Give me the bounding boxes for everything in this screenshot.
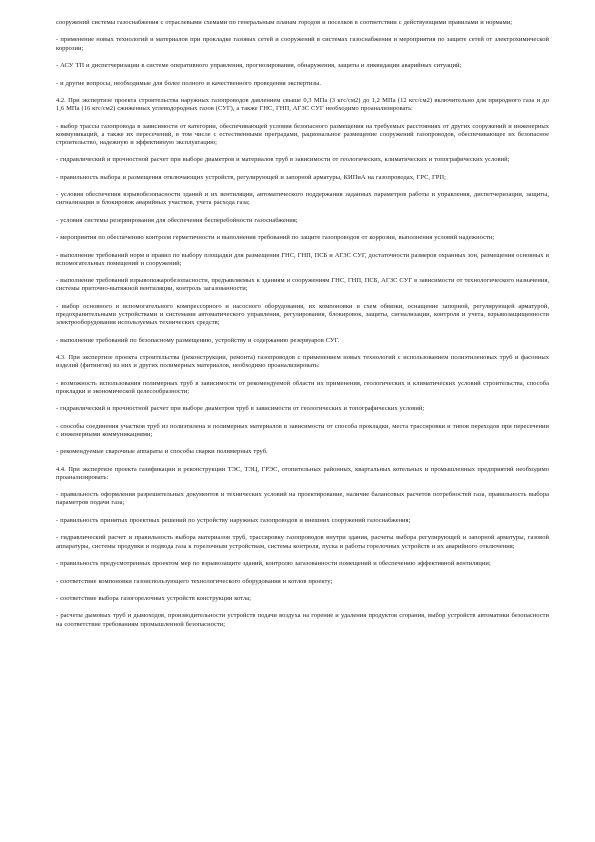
list-item: - выбор трассы газопровода в зависимости от категории, обеспечивающей условия безопасного размещения на требуемых расстояниях от других сооружений и инженерных коммуникаций, а также их пересечений, в том числе с естественными преградами, рациональное размещение сооружений газопроводов, обеспечивающее их безопасное строительство, надежную и эффективную эксплуатацию; bbox=[56, 122, 549, 146]
paragraph-continuation: сооружений системы газоснабжения с отраслевыми схемами по генеральным планам городов и поселков в соответствии с действующими правилами и нормами; bbox=[56, 19, 513, 26]
list-item: - гидравлический и прочностной расчет при выборе диаметров и материалов труб в зависимости от геологических, климатических и топографических условий; bbox=[56, 156, 510, 164]
list-item: - выбор основного и вспомогательного компрессорного и насосного оборудования, их компоновки и схем обвязки, оснащение запорной, регулирующей арматурой, предохранительными устройствами и системами автоматического управления, регулирования, блокировок, защиты, сигнализации, контроля и учета, взрывозащищенности электрооборудования используемых технических средств; bbox=[56, 302, 549, 327]
section-4-4-paragraph: 4.4. При экспертизе проекта газификации и реконструкции ТЭС, ТЭЦ, ГРЭС, отопительных районных, квартальных котельных и промышленных предприятий необходимо проанализировать: bbox=[56, 465, 549, 481]
list-item: - гидравлический расчет и правильность выбора материалов труб, трассировку газопроводов внутри здания, расчеты выбора регулирующей и запорной арматуры, газовой аппаратуры, системы продувки и подвода газа к горелочным устройствам, системы контроля, пуска и работы горелочных устройств и их аварийного отключения; bbox=[56, 534, 549, 550]
section-4-3-paragraph: 4.3. При экспертизе проекта строительства (реконструкции, ремонта) газопроводов с применением новых технологий с использованием полиэтиленовых труб и фасонных изделий (фитингов) из них и других полимерных материалов, необходимо проанализировать: bbox=[56, 354, 549, 370]
list-item: - правильность оформления разрешительных документов и технических условий на проектирование, наличие балансовых расчетов потребностей газа, правильность выбора параметров подачи газа; bbox=[56, 491, 549, 507]
list-item: - рекомендуемые сварочные аппараты и способы сварки полимерных труб. bbox=[56, 448, 268, 456]
list-item: - правильность принятых проектных решений по устройству наружных газопроводов и внешних сооружений газоснабжения; bbox=[56, 516, 411, 524]
list-item: - правильность предусмотренных проектом мер по взрывозащите зданий, контролю загазованности помещений и обеспечению эффективной вентиляции; bbox=[56, 560, 491, 568]
list-item: - соответствие выбора газогорелочных устройств конструкции котла; bbox=[56, 595, 251, 602]
list-item: - АСУ ТП и диспетчеризации в системе оперативного управления, прогнозирования, обнаружения, защиты и ликвидации аварийных ситуаций; bbox=[56, 62, 462, 70]
section-4-2-paragraph: 4.2. При экспертизе проекта строительства наружных газопроводов давлением свыше 0,3 МПа (3 кгс/см2) до 1,2 МПа (12 кгс/см2) включительно для природного газа и до 1,6 МПа (16 кгс/см2) сжиженных углеводородных газов (СУГ), а также ГНС, ГНП, АГЗС СУГ необходимо проанализировать: bbox=[56, 97, 549, 113]
list-item: - правильность выбора и размещения отключающих устройств, регулирующей и запорной арматуры, КИПиА на газопроводах, ГРС, ГРП; bbox=[56, 173, 446, 181]
list-item: - условия системы резервирования для обеспечения бесперебойности газоснабжения; bbox=[56, 216, 298, 224]
document-body bbox=[56, 19, 549, 638]
list-item: - соответствие компоновки газоиспользующего технологического оборудования и котлов проекту; bbox=[56, 577, 333, 585]
list-item: - выполнение требований по безопасному размещению, устройству и содержанию резервуаров СУГ. bbox=[56, 336, 340, 344]
list-item: - выполнение требований норм и правил по выбору площадки для размещения ГНС, ГНП, ПСБ и АГЗС СУГ, достаточности размеров охранных зон, размещения основных и вспомогательных помещений и сооружений; bbox=[56, 251, 549, 267]
list-item: - мероприятия по обеспечению контроля герметичности и выполнения требований по защите газопроводов от коррозии, выполнения условий надежности; bbox=[56, 234, 495, 242]
list-item: - расчеты дымовых труб и дымоходов, производительности устройств подачи воздуха на горение и удаления продуктов сгорания, выбор устройств автоматики безопасности на соответствие требованиям промышленной безопасности; bbox=[56, 612, 549, 628]
list-item: - возможность использования полимерных труб в зависимости от рекомендуемой области их применения, геологических и климатических условий строительства, способа прокладки и экономической целесообразности; bbox=[56, 379, 549, 395]
list-item: - и другие вопросы, необходимые для более полного и качественного проведения экспертизы. bbox=[56, 79, 322, 87]
list-item: - условия обеспечения взрывобезопасности зданий и их вентиляции, автоматического поддержания заданных параметров работы и управления, диспетчеризации, защиты, сигнализации и блокировок аварийных участков, учета расхода газа; bbox=[56, 191, 549, 207]
list-item: - выполнение требований взрывопожаробезопасности, предъявляемых к зданиям и сооружениям ГНС, ГНП, ПСБ, АГЗС СУГ в зависимости от технологического назначения, системы приточно-вытяжной вентиляции, контроль загазованности; bbox=[56, 277, 549, 293]
list-item: - способы соединения участков труб из полиэтилена и полимерных материалов в зависимости от способа прокладки, места трассировки и типов переходов при пересечении с инженерными коммуникациями; bbox=[56, 422, 549, 438]
list-item: - применение новых технологий и материалов при прокладке газовых сетей и сооружений в системах газоснабжения и мероприятия по защите сетей от электрохимической коррозии; bbox=[56, 36, 549, 52]
list-item: - гидравлический и прочностной расчет при выборе диаметров труб в зависимости от геологических и топографических условий; bbox=[56, 405, 425, 413]
